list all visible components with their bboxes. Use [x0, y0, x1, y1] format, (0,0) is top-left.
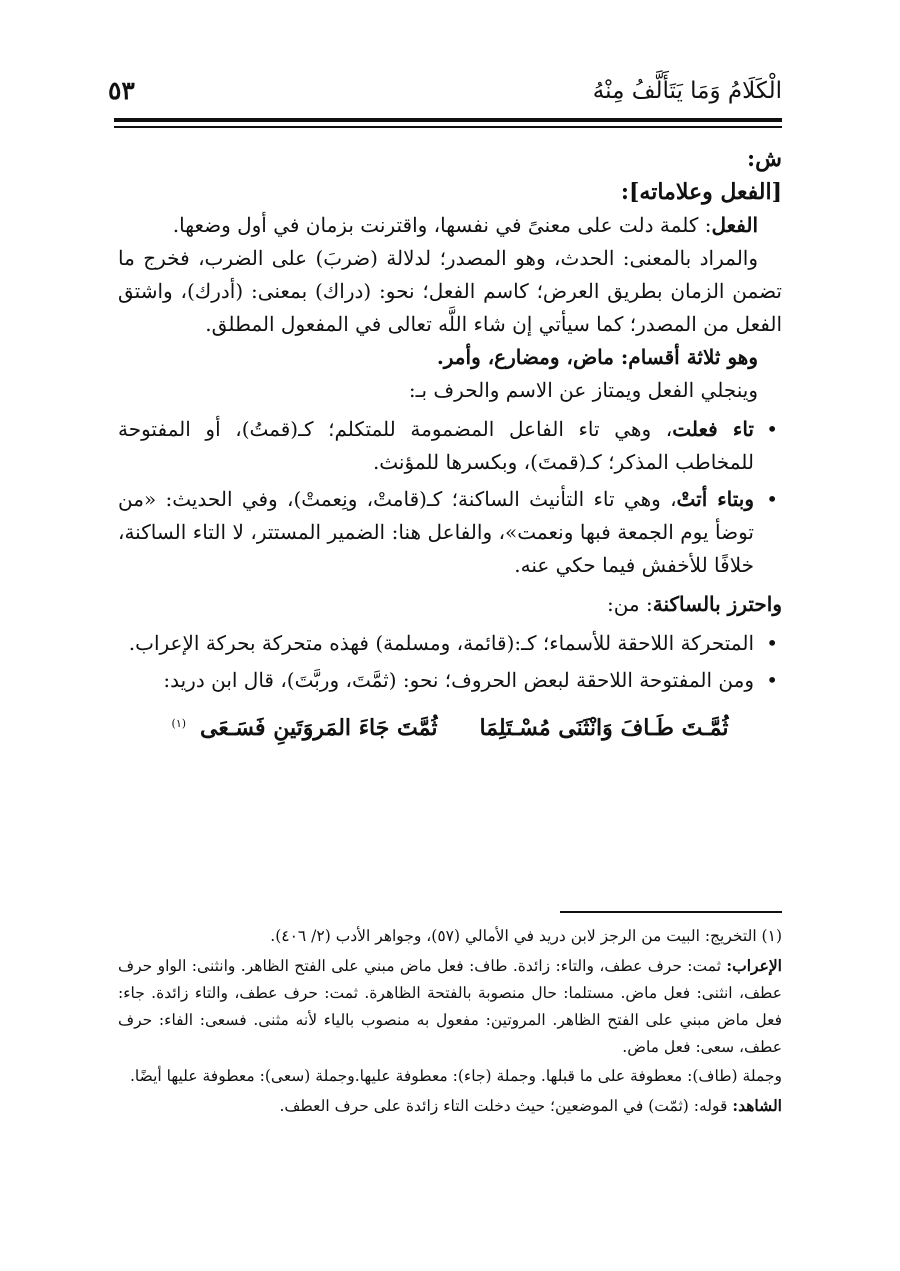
header-rule-thin	[114, 126, 782, 128]
bullet-text: ، وهي تاء الفاعل المضمومة للمتكلم؛ كـ(قمتُ)، أو المفتوحة للمخاطب المذكر؛ كـ(قمتَ)، وبكسرها للمؤنث.	[118, 417, 754, 474]
irab-text: ثمت: حرف عطف، والتاء: زائدة. طاف: فعل ماض مبني على الفتح الظاهر. وانثنى: الواو حرف عطف، انثنى: فعل ماض. مستلما: حال منصوبة بالفتحة الظاهرة. ثمت: حرف عطف، والتاء زائدة. جاء: فعل ماض مبني على الفتح الظاهر. المروتين: مفعول به منصوب بالياء لأنه مثنى. فسعى: الفاء: حرف عطف، سعى: فعل ماض.	[118, 957, 782, 1056]
bullet-term: تاء فعلت	[672, 417, 754, 441]
sharh-label: ش:	[747, 146, 782, 172]
main-text	[118, 143, 782, 745]
poem-hemistich-left-text: ثُمَّتَ جَاءَ المَروَتَينِ فَسَـعَى	[200, 715, 438, 742]
list-item: • المتحركة اللاحقة للأسماء؛ كـ:(قائمة، ومسلمة) فهذه متحركة بحركة الإعراب.	[118, 627, 754, 660]
definition-term: الفعل	[711, 213, 758, 237]
paragraph-divisions: وهو ثلاثة أقسام: ماض، ومضارع، وأمر.	[436, 345, 758, 369]
paragraph-signs-intro: وينجلي الفعل ويمتاز عن الاسم والحرف بـ:	[408, 378, 758, 402]
footnote-irab	[118, 952, 782, 1061]
bullet-text: ، وهي تاء التأنيث الساكنة؛ كـ(قامتْ، ونِعمتْ)، وفي الحديث: «من توضأ يوم الجمعة فبها ونعمت»، والفاعل هنا: الضمير المستتر، لا التاء الساكنة، خلافًا للأخفش فيما حكي عنه.	[118, 487, 754, 577]
poem-hemistich-right: ثُمَّـتَ طَـافَ وَانْثَنَى مُسْـتَلِمَا	[479, 715, 729, 742]
irab-label: الإعراب:	[726, 956, 782, 975]
list-item	[118, 413, 754, 479]
footnote-jumla: وجملة (طاف): معطوفة على ما قبلها. وجملة (جاء): معطوفة عليها.وجملة (سعى): معطوفة عليها أيضًا.	[130, 1067, 782, 1085]
page-number: ٥٣	[108, 76, 135, 105]
footnote-marker: (١)	[171, 717, 187, 730]
paragraph-meaning: والمراد بالمعنى: الحدث، وهو المصدر؛ لدلالة (ضربَ) على الضرب، فخرج ما تضمن الزمان بطريق العرض؛ كاسم الفعل؛ نحو: (دراك) بمعنى: (أدرك)، واشتق الفعل من المصدر؛ كما سيأتي إن شاء اللَّه تعالى في المفعول المطلق.	[118, 246, 782, 336]
definition-text: : كلمة دلت على معنىً في نفسها، واقترنت بزمان في أول وضعها.	[172, 213, 712, 237]
page-header	[108, 76, 782, 116]
footnote-takhrij: (١) التخريج: البيت من الرجز لابن دريد في الأمالي (٥٧)، وجواهر الأدب (٢/ ٤٠٦).	[270, 927, 782, 945]
header-rule-thick	[114, 118, 782, 122]
exclusion-term: واحترز بالساكنة	[652, 592, 782, 616]
footnote-shahid	[118, 1092, 782, 1120]
footnote-separator	[560, 911, 782, 913]
poem-hemistich-left	[172, 707, 452, 745]
signs-list	[118, 413, 782, 582]
list-item: • ومن المفتوحة اللاحقة لبعض الحروف؛ نحو: (ثمَّتَ، وربَّتَ)، قال ابن دريد:	[118, 664, 754, 697]
definition-paragraph	[118, 209, 782, 242]
list-item	[118, 483, 754, 582]
bullet-term: وبتاء أتتْ	[676, 487, 754, 511]
section-heading: [الفعل وعلاماته]:	[620, 179, 782, 205]
running-title: الْكَلَامُ وَمَا يَتَأَلَّفُ مِنْهُ	[592, 78, 782, 104]
paragraph-exclusion	[118, 588, 782, 621]
exclusion-text: : من:	[606, 592, 653, 616]
shahid-label: الشاهد:	[732, 1096, 782, 1115]
exclusion-list	[118, 627, 782, 697]
footnotes	[118, 923, 782, 1122]
poem-verse	[118, 707, 782, 745]
shahid-text: قوله: (ثمّت) في الموضعين؛ حيث دخلت التاء زائدة على حرف العطف.	[279, 1097, 733, 1115]
